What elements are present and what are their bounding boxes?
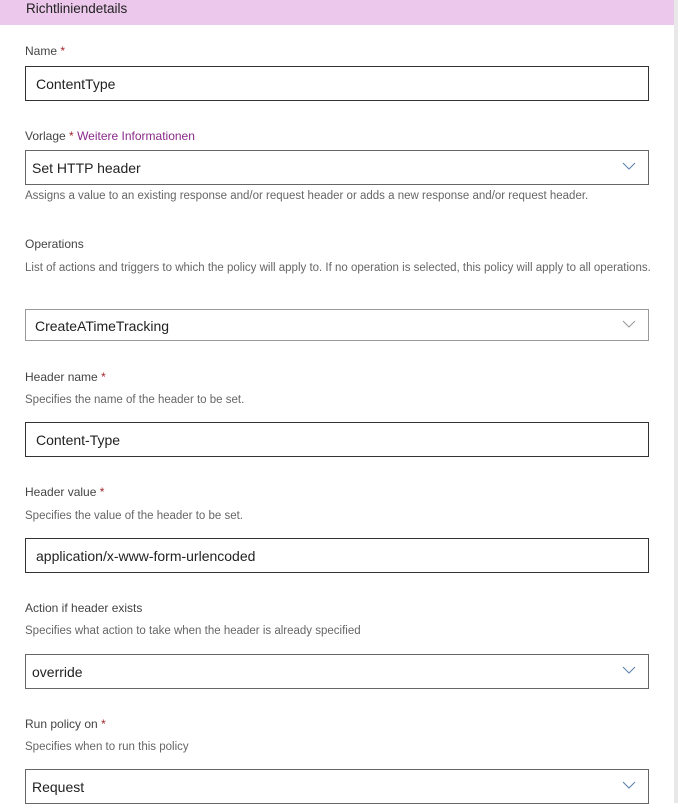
chevron-down-icon [622, 317, 636, 331]
action-label: Action if header exists [25, 601, 143, 615]
header-value-label: Header value * [25, 485, 105, 499]
header-name-label: Header name * [25, 370, 106, 384]
template-select[interactable] [25, 150, 649, 185]
run-on-label: Run policy on * [25, 717, 106, 731]
more-info-link[interactable]: Weitere Informationen [77, 129, 195, 143]
action-value: override [32, 664, 83, 680]
scrollbar[interactable] [674, 0, 678, 803]
run-on-description: Specifies when to run this policy [25, 741, 189, 753]
template-value: Set HTTP header [32, 160, 141, 176]
name-input[interactable] [25, 66, 649, 101]
operations-select[interactable] [25, 309, 649, 341]
run-on-value: Request [32, 779, 85, 795]
chevron-down-icon [622, 778, 636, 792]
operations-description: List of actions and triggers to which the policy will apply to. If no operation is selected, this policy will apply to all operations. [25, 262, 651, 274]
header-value-description: Specifies the value of the header to be set. [25, 510, 244, 522]
action-description: Specifies what action to take when the header is already specified [25, 625, 361, 637]
section-title: Richtliniendetails [26, 1, 128, 16]
header-value-input[interactable] [25, 538, 649, 573]
name-value: ContentType [36, 76, 116, 92]
header-value-value: application/x-www-form-urlencoded [36, 548, 256, 564]
operations-value: CreateATimeTracking [35, 318, 170, 334]
chevron-down-icon [622, 159, 636, 173]
operations-label: Operations [25, 237, 84, 251]
header-name-input[interactable] [25, 422, 649, 457]
template-label: Vorlage * Weitere Informationen [25, 129, 195, 143]
run-on-select[interactable] [25, 769, 649, 804]
action-select[interactable] [25, 654, 649, 689]
header-name-value: Content-Type [36, 432, 121, 448]
section-header [0, 0, 674, 25]
name-label: Name * [25, 44, 66, 58]
template-description: Assigns a value to an existing response and/or request header or adds a new response and/or request header. [25, 190, 589, 202]
chevron-down-icon [622, 663, 636, 677]
header-name-description: Specifies the name of the header to be set. [25, 394, 245, 406]
